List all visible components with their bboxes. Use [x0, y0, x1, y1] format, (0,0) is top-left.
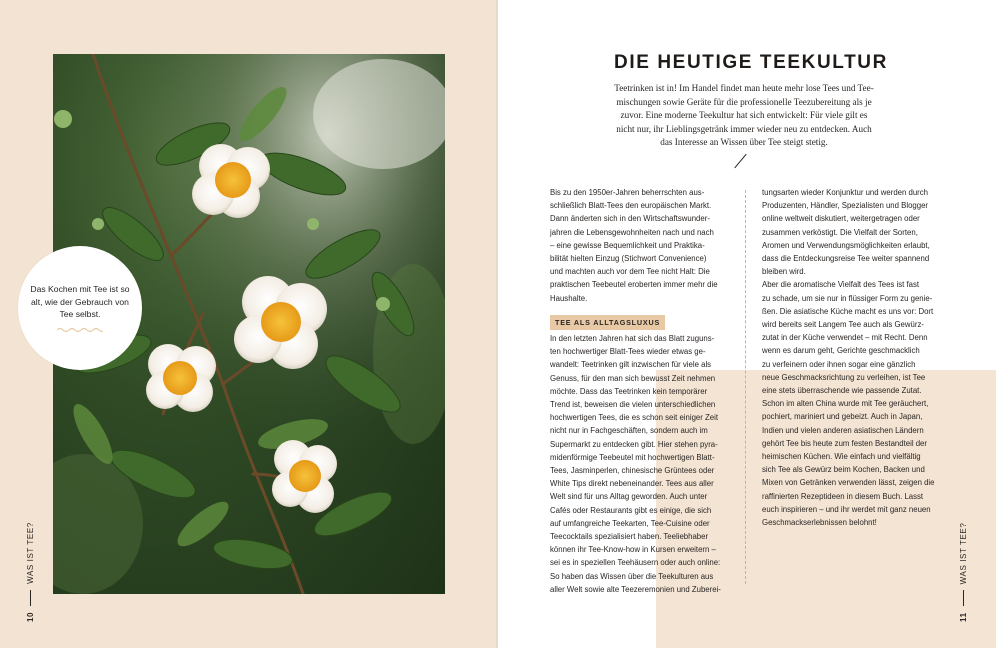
text-line: Welt sind für uns Alltag geworden. Auch unter	[550, 492, 708, 502]
text-line: jahren die Lebensgewohnheiten nach und nach	[550, 227, 714, 237]
text-line: wandelt: Teetrinken gilt inzwischen für viele als	[550, 360, 712, 370]
text-line: euch inspirieren – und ihr werdet mit ganz neuen	[762, 504, 931, 514]
text-line: gehört Tee bis heute zum festen Bestandteil der	[762, 438, 927, 448]
text-line: So haben das Wissen über die Teekulturen aus	[550, 571, 714, 581]
text-line: online weltweit diskutiert, weitergetragen oder	[762, 214, 920, 224]
body-paragraph-1	[550, 186, 730, 305]
text-line: zusammen verköstigt. Die Vielfalt der Sorten,	[762, 227, 918, 237]
right-running-head	[959, 523, 968, 622]
text-line: Aromen und Verwendungsmöglichkeiten erlaubt,	[762, 240, 930, 250]
text-line: dass die Entdeckungsreise Tee weiter spannend	[762, 254, 930, 264]
text-line: heimischen Küchen. Wie einfach und vielfältig	[762, 452, 921, 462]
text-line: Tees, Jasminperlen, chinesische Grüntees oder	[550, 466, 715, 476]
text-line: wenn es darum geht, Gerichte geschmacklich	[762, 346, 920, 356]
column-divider	[745, 190, 746, 584]
text-line: neue Geschmacksrichtung zu verleihen, ist Tee	[762, 372, 926, 382]
page-title: DIE HEUTIGE TEEKULTUR	[614, 52, 888, 73]
text-line: Indien und vielen anderen asiatischen Ländern	[762, 425, 924, 435]
wave-ornament-icon	[57, 327, 103, 333]
text-line: eine stets überraschende wie passende Zutat.	[762, 386, 922, 396]
text-line: Schon im alten China wurde mit Tee geräuchert,	[762, 399, 929, 409]
text-line: midenförmige Teebeutel mit hochwertigen Blatt-	[550, 452, 715, 462]
text-line: In den letzten Jahren hat sich das Blatt zuguns-	[550, 334, 715, 344]
text-line: Haushalte.	[550, 293, 588, 303]
text-line: zu schade, um sie nur in flüssiger Form zu genie-	[762, 293, 933, 303]
text-line: Supermarkt zu entdecken gibt. Hier stehen pyra-	[550, 439, 718, 449]
text-line: raffinierten Rezeptideen in diesem Buch. Lasst	[762, 491, 924, 501]
text-line: pochiert, mariniert und gebeizt. Auch in Japan,	[762, 412, 923, 422]
text-line: Teecocktails spezialisiert haben. Teeliebhaber	[550, 532, 709, 542]
intro-paragraph: Teetrinken ist in! Im Handel findet man heute mehr lose Tees und Teemischungen sowie Geräte für die professionelle Teezubereitung als je zuvor. Eine moderne Teekultur hat sich entwickelt: Für viele gilt es nicht nur, ihr Lieblingsgetränk immer wieder neu zu entdecken. Auch das Interesse an Wissen über Tee steigt stetig.	[614, 83, 874, 148]
text-line: Bis zu den 1950er-Jahren beherrschten aus-	[550, 188, 705, 197]
text-line: Cafés oder Restaurants gibt es einige, die sich	[550, 505, 712, 515]
body-paragraph-3	[762, 186, 946, 529]
photo-caption-circle	[18, 246, 142, 370]
left-running-head-text: WAS IST TEE?	[26, 522, 35, 584]
text-line: Geschmackserlebnissen belohnt!	[762, 518, 877, 528]
text-line: – eine gewisse Bequemlichkeit und Praktika-	[550, 240, 705, 250]
left-page-number: 10	[26, 611, 35, 622]
text-line: zutat in der Küche verwendet – mit Recht. Denn	[762, 333, 928, 343]
right-page-number: 11	[959, 612, 968, 622]
running-head-dash	[30, 590, 31, 606]
text-line: möchte. Dass das Teetrinken kein temporärer	[550, 386, 708, 396]
text-line: und machten auch vor dem Tee nicht Halt: Die	[550, 267, 710, 277]
text-line: nicht nur in Fachgeschäften, sondern auch im	[550, 426, 708, 436]
text-line: Trend ist, beweisen die vielen unterschiedlichen	[550, 400, 716, 410]
section-subheading: TEE ALS ALLTAGSLUXUS	[550, 315, 665, 330]
text-line: bilität hielten Einzug (Stichwort Convenience)	[550, 254, 707, 264]
text-line: sich Tee als Gewürz beim Kochen, Backen und	[762, 465, 925, 475]
text-line: bleiben wird.	[762, 267, 806, 277]
text-line: praktischen Teebeutel eroberten immer mehr die	[550, 280, 718, 290]
text-line: schließlich Blatt-Tees den europäischen Markt.	[550, 201, 712, 211]
text-column-right	[762, 186, 946, 529]
text-line: tungsarten wieder Konjunktur und werden durch	[762, 188, 929, 197]
body-paragraph-2	[550, 332, 730, 596]
text-line: ten hochwertiger Blatt-Tees wieder etwas ge-	[550, 347, 706, 357]
text-line: ßen. Die asiatische Küche macht es uns vor: Dort	[762, 306, 934, 316]
text-line: auf umfangreiche Teekarten, Tee-Cuisine oder	[550, 518, 710, 528]
text-line: sei es in speziellen Teehäusern oder auch online:	[550, 558, 721, 568]
text-line: Dann änderten sich in den Wirtschaftswunder-	[550, 214, 710, 224]
right-running-head-text: WAS IST TEE?	[959, 522, 968, 585]
text-line: aller Welt sowie alte Teezeremonien und Zuberei-	[550, 584, 721, 594]
text-line: Mixen von Getränken verwenden lässt, zeigen die	[762, 478, 935, 488]
text-line: Produzenten, Händler, Spezialisten und Blogger	[762, 201, 929, 211]
photo-caption: Das Kochen mit Tee ist so alt, wie der Gebrauch von Tee selbst.	[30, 284, 130, 320]
text-line: White Tips direkt nebeneinander. Tees aus aller	[550, 479, 714, 489]
text-line: hochwertigen Tees, die es schon seit einiger Zeit	[550, 413, 719, 423]
text-line: zu verfeinern oder ihnen sogar eine gänzlich	[762, 359, 916, 369]
left-running-head	[26, 522, 35, 622]
text-line: Genuss, für den man sich bewusst Zeit nehmen	[550, 373, 716, 383]
text-line: Aber die aromatische Vielfalt des Tees ist fast	[762, 280, 920, 290]
text-line: können ihr Tee-Know-how in Kursen erweitern –	[550, 545, 716, 555]
text-line: wird bereits seit Langem Tee auch als Gewürz-	[762, 320, 924, 330]
running-head-dash	[963, 590, 964, 606]
text-column-left	[550, 186, 730, 596]
